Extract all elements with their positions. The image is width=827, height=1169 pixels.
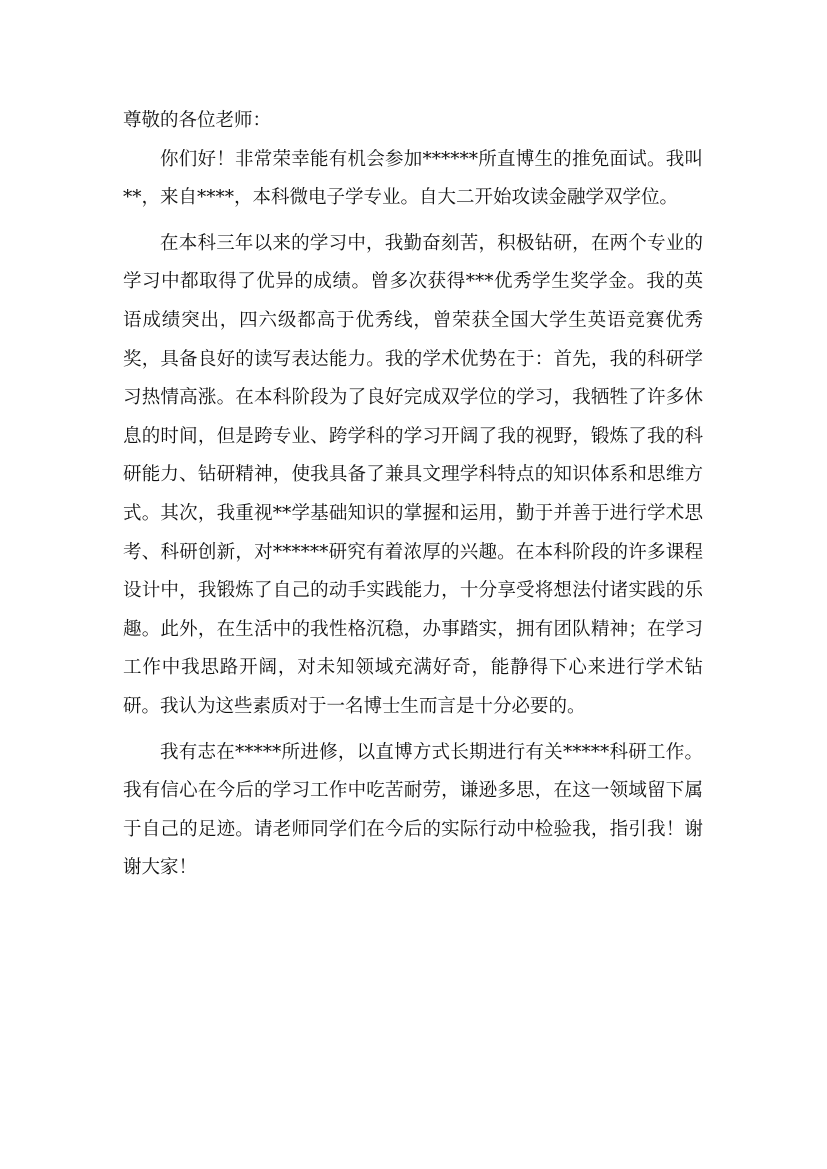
paragraph-achievements: 在本科三年以来的学习中，我勤奋刻苦，积极钻研，在两个专业的学习中都取得了优异的成绩。曾多次获得***优秀学生奖学金。我的英语成绩突出，四六级都高于优秀线，曾荣获全国大学生英语竞赛优秀奖，具备良好的读写表达能力。我的学术优势在于：首先，我的科研学习热情高涨。在本科阶段为了良好完成双学位的学习，我牺牲了许多休息的时间，但是跨专业、跨学科的学习开阔了我的视野，锻炼了我的科研能力、钻研精神，使我具备了兼具文理学科特点的知识体系和思维方式。其次，我重视**学基础知识的掌握和运用，勤于并善于进行学术思考、科研创新，对******研究有着浓厚的兴趣。在本科阶段的许多课程设计中，我锻炼了自己的动手实践能力，十分享受将想法付诸实践的乐趣。此外，在生活中的我性格沉稳，办事踏实，拥有团队精神；在学习工作中我思路开阔，对未知领域充满好奇，能静得下心来进行学术钻研。我认为这些素质对于一名博士生而言是十分必要的。	[123, 232, 703, 717]
paragraph-greeting: 你们好！非常荣幸能有机会参加******所直博生的推免面试。我叫**，来自****，本科微电子学专业。自大二开始攻读金融学双学位。	[123, 148, 703, 209]
paragraph-closing: 我有志在*****所进修，以直博方式长期进行有关*****科研工作。我有信心在今后的学习工作中吃苦耐劳，谦逊多思，在这一领域留下属于自己的足迹。请老师同学们在今后的实际行动中检验我，指引我！谢谢大家！	[123, 741, 703, 879]
letter-body	[123, 98, 703, 888]
salutation: 尊敬的各位老师：	[123, 110, 272, 131]
